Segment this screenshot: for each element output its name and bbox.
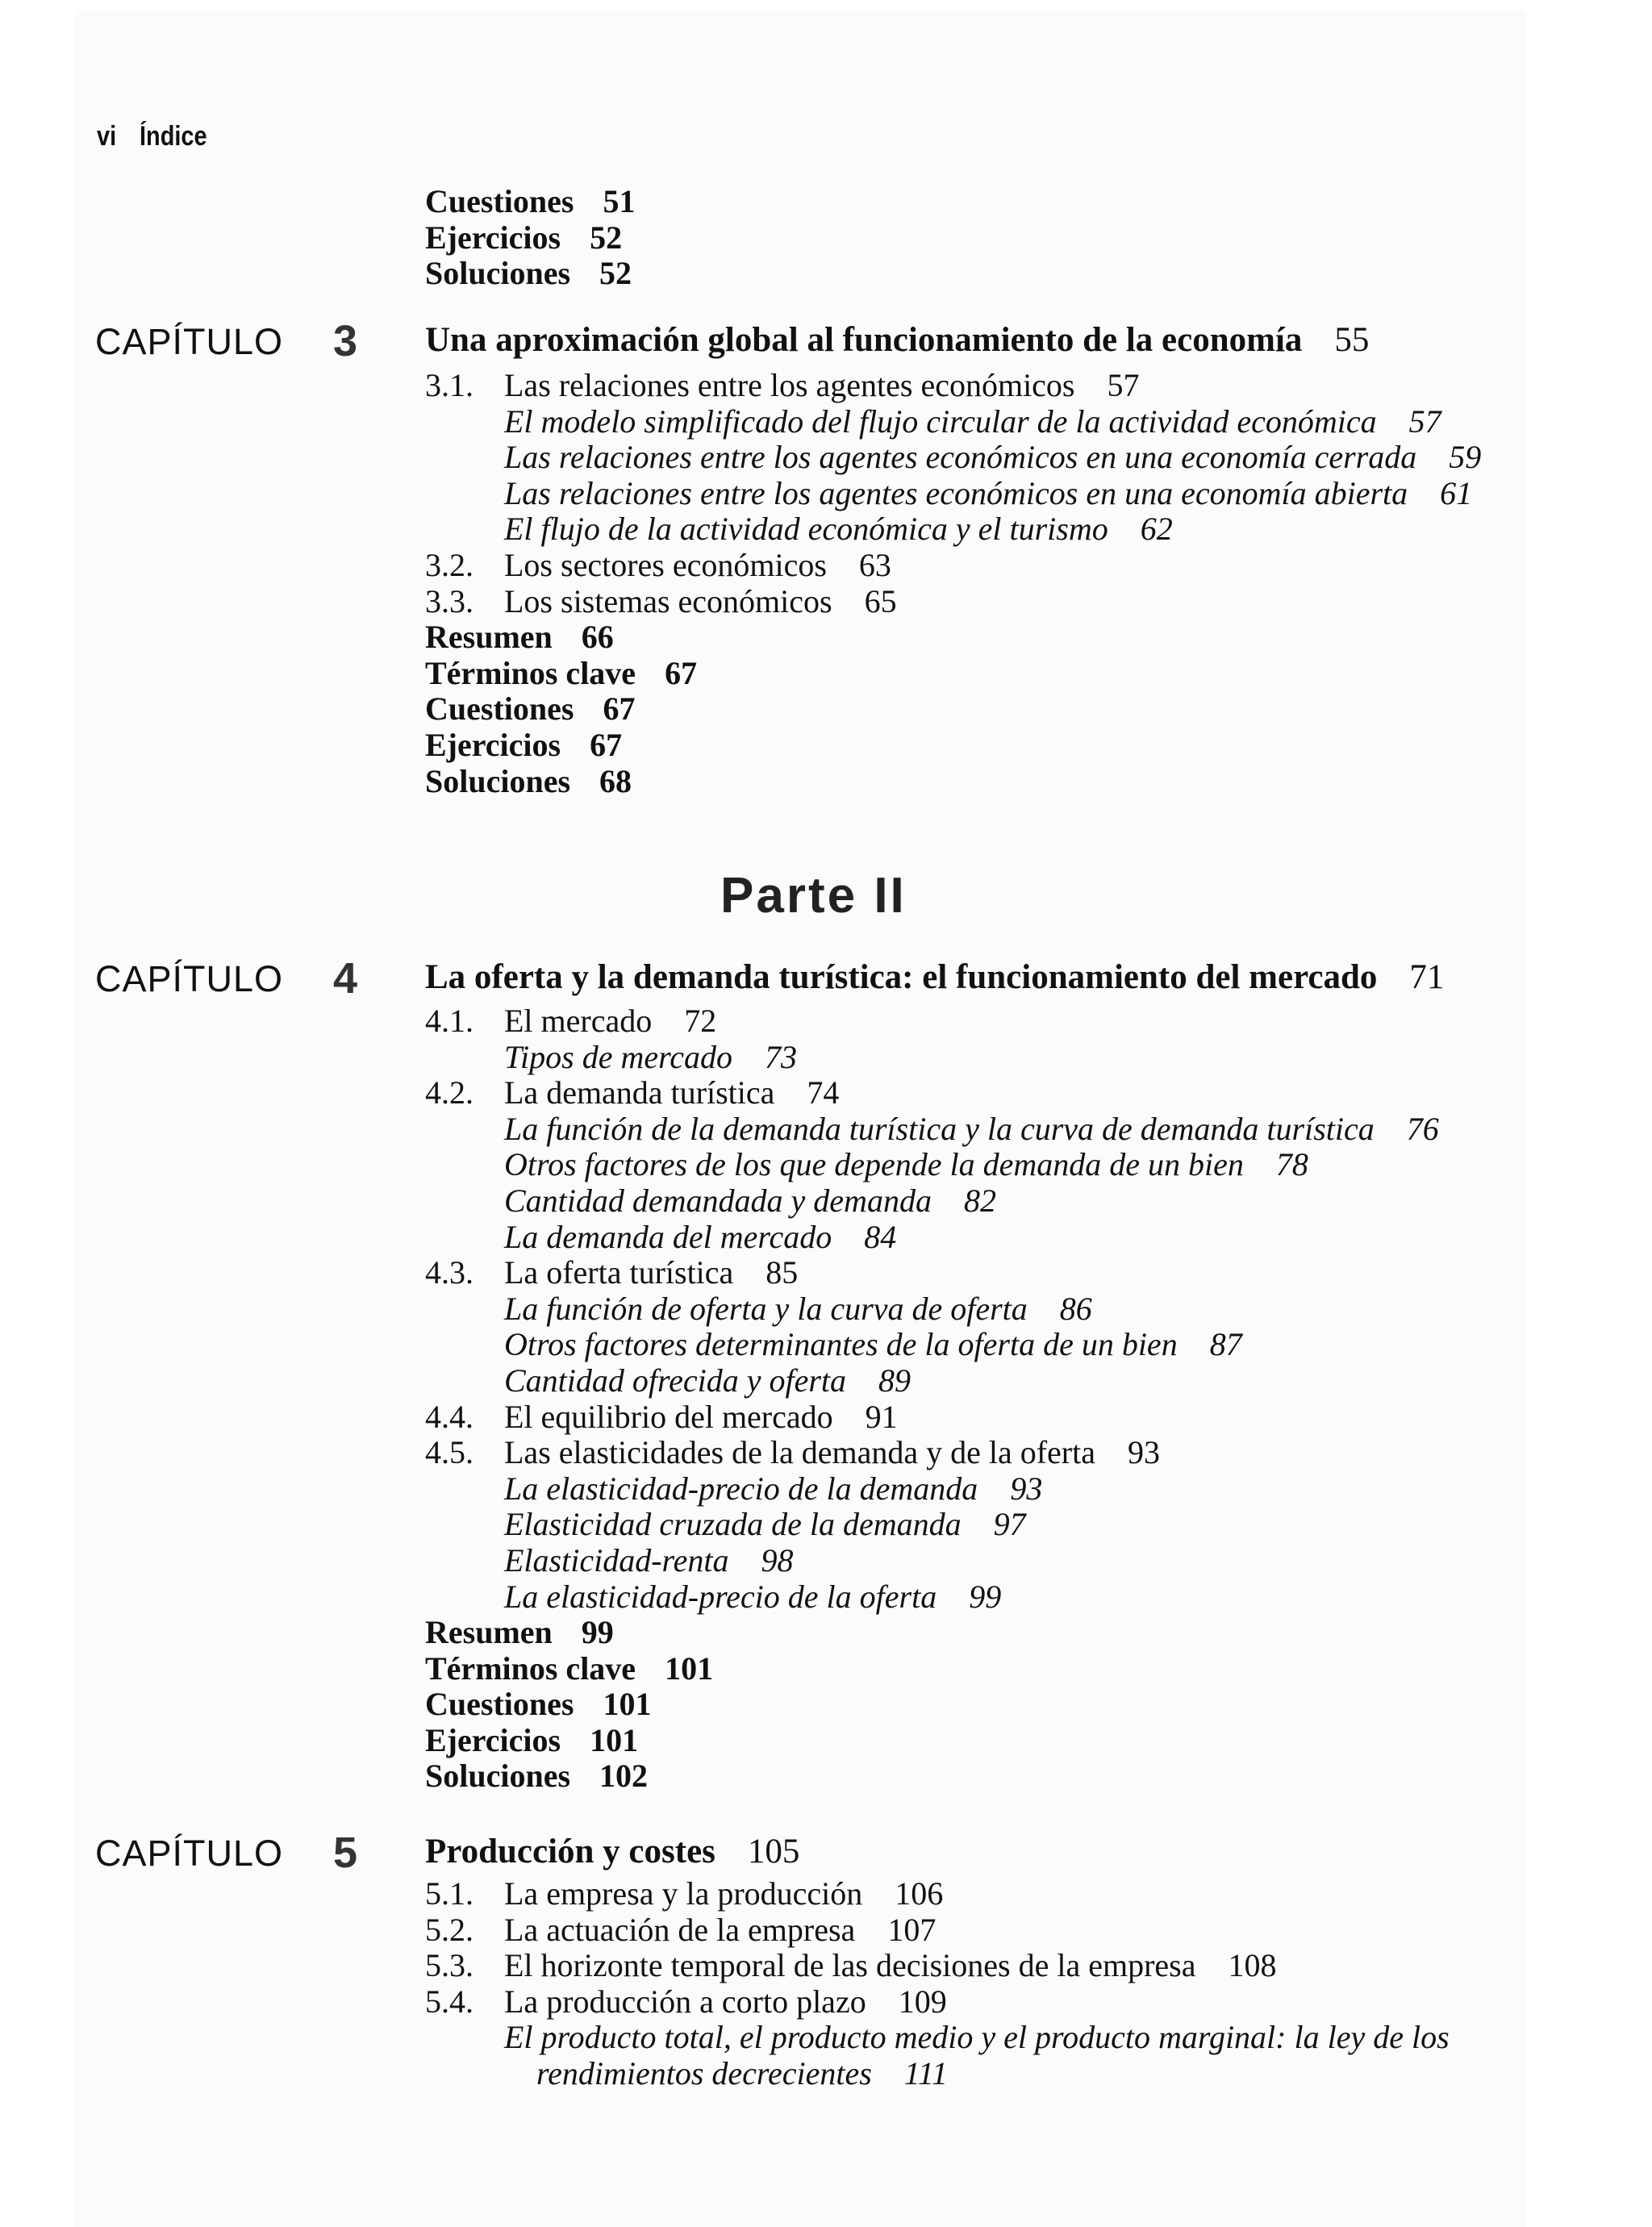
chapter2-end-items bbox=[425, 184, 635, 292]
chapter-title[interactable]: Producción y costes 105 bbox=[425, 1833, 800, 1870]
part-title: Parte II bbox=[720, 868, 907, 924]
toc-entry[interactable]: Soluciones 52 bbox=[425, 255, 632, 292]
chapter-number: 5 bbox=[333, 1829, 359, 1877]
toc-section[interactable]: 5.2. La actuación de la empresa 107 bbox=[425, 1911, 937, 1948]
toc-entry[interactable]: Ejercicios 101 bbox=[425, 1721, 639, 1758]
toc-entry[interactable]: Ejercicios 67 bbox=[425, 726, 623, 763]
toc-subsection[interactable]: Las relaciones entre los agentes económicos en una economía cerrada 59 bbox=[504, 439, 1482, 476]
chapter-label: CAPÍTULO 5 bbox=[95, 1829, 359, 1877]
toc-subsection[interactable]: La función de la demanda turística y la curva de demanda turística 76 bbox=[504, 1110, 1439, 1147]
header-page-number: vi bbox=[97, 121, 117, 152]
header-section: Índice bbox=[140, 121, 207, 152]
toc-entry[interactable]: Soluciones 68 bbox=[425, 762, 632, 799]
chapter-number: 3 bbox=[333, 317, 359, 365]
toc-subsection[interactable]: La elasticidad-precio de la oferta 99 bbox=[504, 1578, 1002, 1615]
toc-subsection[interactable]: La función de oferta y la curva de oferta 86 bbox=[504, 1290, 1092, 1327]
toc-entry[interactable]: Resumen 66 bbox=[425, 619, 614, 656]
toc-entry[interactable]: Términos clave 101 bbox=[425, 1649, 714, 1687]
toc-subsection[interactable]: Elasticidad-renta 98 bbox=[504, 1541, 794, 1579]
toc-subsection[interactable]: El producto total, el producto medio y el producto marginal: la ley de los bbox=[504, 2019, 1450, 2056]
toc-subsection-continuation[interactable]: rendimientos decrecientes 111 bbox=[536, 2054, 948, 2091]
chapter-title[interactable]: La oferta y la demanda turística: el funcionamiento del mercado 71 bbox=[425, 958, 1445, 996]
toc-entry[interactable]: Ejercicios 52 bbox=[425, 219, 623, 256]
chapter-title[interactable]: Una aproximación global al funcionamiento de la economía 55 bbox=[425, 321, 1370, 359]
toc-section[interactable]: 3.1. Las relaciones entre los agentes económicos 57 bbox=[425, 367, 1140, 403]
toc-subsection[interactable]: Cantidad demandada y demanda 82 bbox=[504, 1182, 996, 1219]
toc-subsection[interactable]: Otros factores determinantes de la oferta de un bien 87 bbox=[504, 1326, 1242, 1363]
toc-section[interactable]: 4.1. El mercado 72 bbox=[425, 1003, 717, 1039]
toc-section[interactable]: 4.3. La oferta turística 85 bbox=[425, 1254, 799, 1291]
toc-subsection[interactable]: Cantidad ofrecida y oferta 89 bbox=[504, 1362, 912, 1399]
chapter4-contents bbox=[425, 958, 1444, 1795]
chapter-number: 4 bbox=[333, 954, 359, 1003]
toc-section[interactable]: 4.5. Las elasticidades de la demanda y de la oferta 93 bbox=[425, 1434, 1160, 1471]
toc-subsection[interactable]: La elasticidad-precio de la demanda 93 bbox=[504, 1470, 1043, 1507]
toc-subsection[interactable]: Elasticidad cruzada de la demanda 97 bbox=[504, 1506, 1026, 1543]
toc-entry[interactable]: Términos clave 67 bbox=[425, 654, 698, 691]
toc-subsection[interactable]: El flujo de la actividad económica y el turismo 62 bbox=[504, 511, 1173, 548]
chapter-label: CAPÍTULO 4 bbox=[95, 954, 359, 1003]
toc-entry[interactable]: Cuestiones 51 bbox=[425, 183, 636, 219]
chapter3-contents bbox=[425, 321, 1481, 799]
toc-subsection[interactable]: La demanda del mercado 84 bbox=[504, 1218, 897, 1255]
toc-entry[interactable]: Soluciones 102 bbox=[425, 1758, 649, 1795]
toc-entry[interactable]: Cuestiones 67 bbox=[425, 690, 636, 728]
toc-section[interactable]: 4.4. El equilibrio del mercado 91 bbox=[425, 1398, 898, 1435]
toc-section[interactable]: 3.3. Los sistemas económicos 65 bbox=[425, 582, 897, 619]
chapter5-contents bbox=[425, 1833, 1450, 2092]
toc-section[interactable]: 4.2. La demanda turística 74 bbox=[425, 1074, 840, 1111]
toc-section[interactable]: 5.1. La empresa y la producción 106 bbox=[425, 1875, 944, 1912]
toc-section[interactable]: 3.2. Los sectores económicos 63 bbox=[425, 546, 891, 583]
toc-entry[interactable]: Cuestiones 101 bbox=[425, 1686, 652, 1723]
toc-entry[interactable]: Resumen 99 bbox=[425, 1614, 614, 1651]
toc-subsection[interactable]: Las relaciones entre los agentes económicos en una economía abierta 61 bbox=[504, 474, 1473, 511]
toc-section[interactable]: 5.3. El horizonte temporal de las decisiones de la empresa 108 bbox=[425, 1947, 1277, 1984]
toc-subsection[interactable]: El modelo simplificado del flujo circular de la actividad económica 57 bbox=[504, 402, 1441, 440]
toc-subsection[interactable]: Tipos de mercado 73 bbox=[504, 1038, 797, 1075]
running-header bbox=[97, 121, 207, 152]
toc-section[interactable]: 5.4. La producción a corto plazo 109 bbox=[425, 1983, 947, 2020]
chapter-label: CAPÍTULO 3 bbox=[95, 317, 359, 365]
toc-subsection[interactable]: Otros factores de los que depende la demanda de un bien 78 bbox=[504, 1146, 1308, 1183]
